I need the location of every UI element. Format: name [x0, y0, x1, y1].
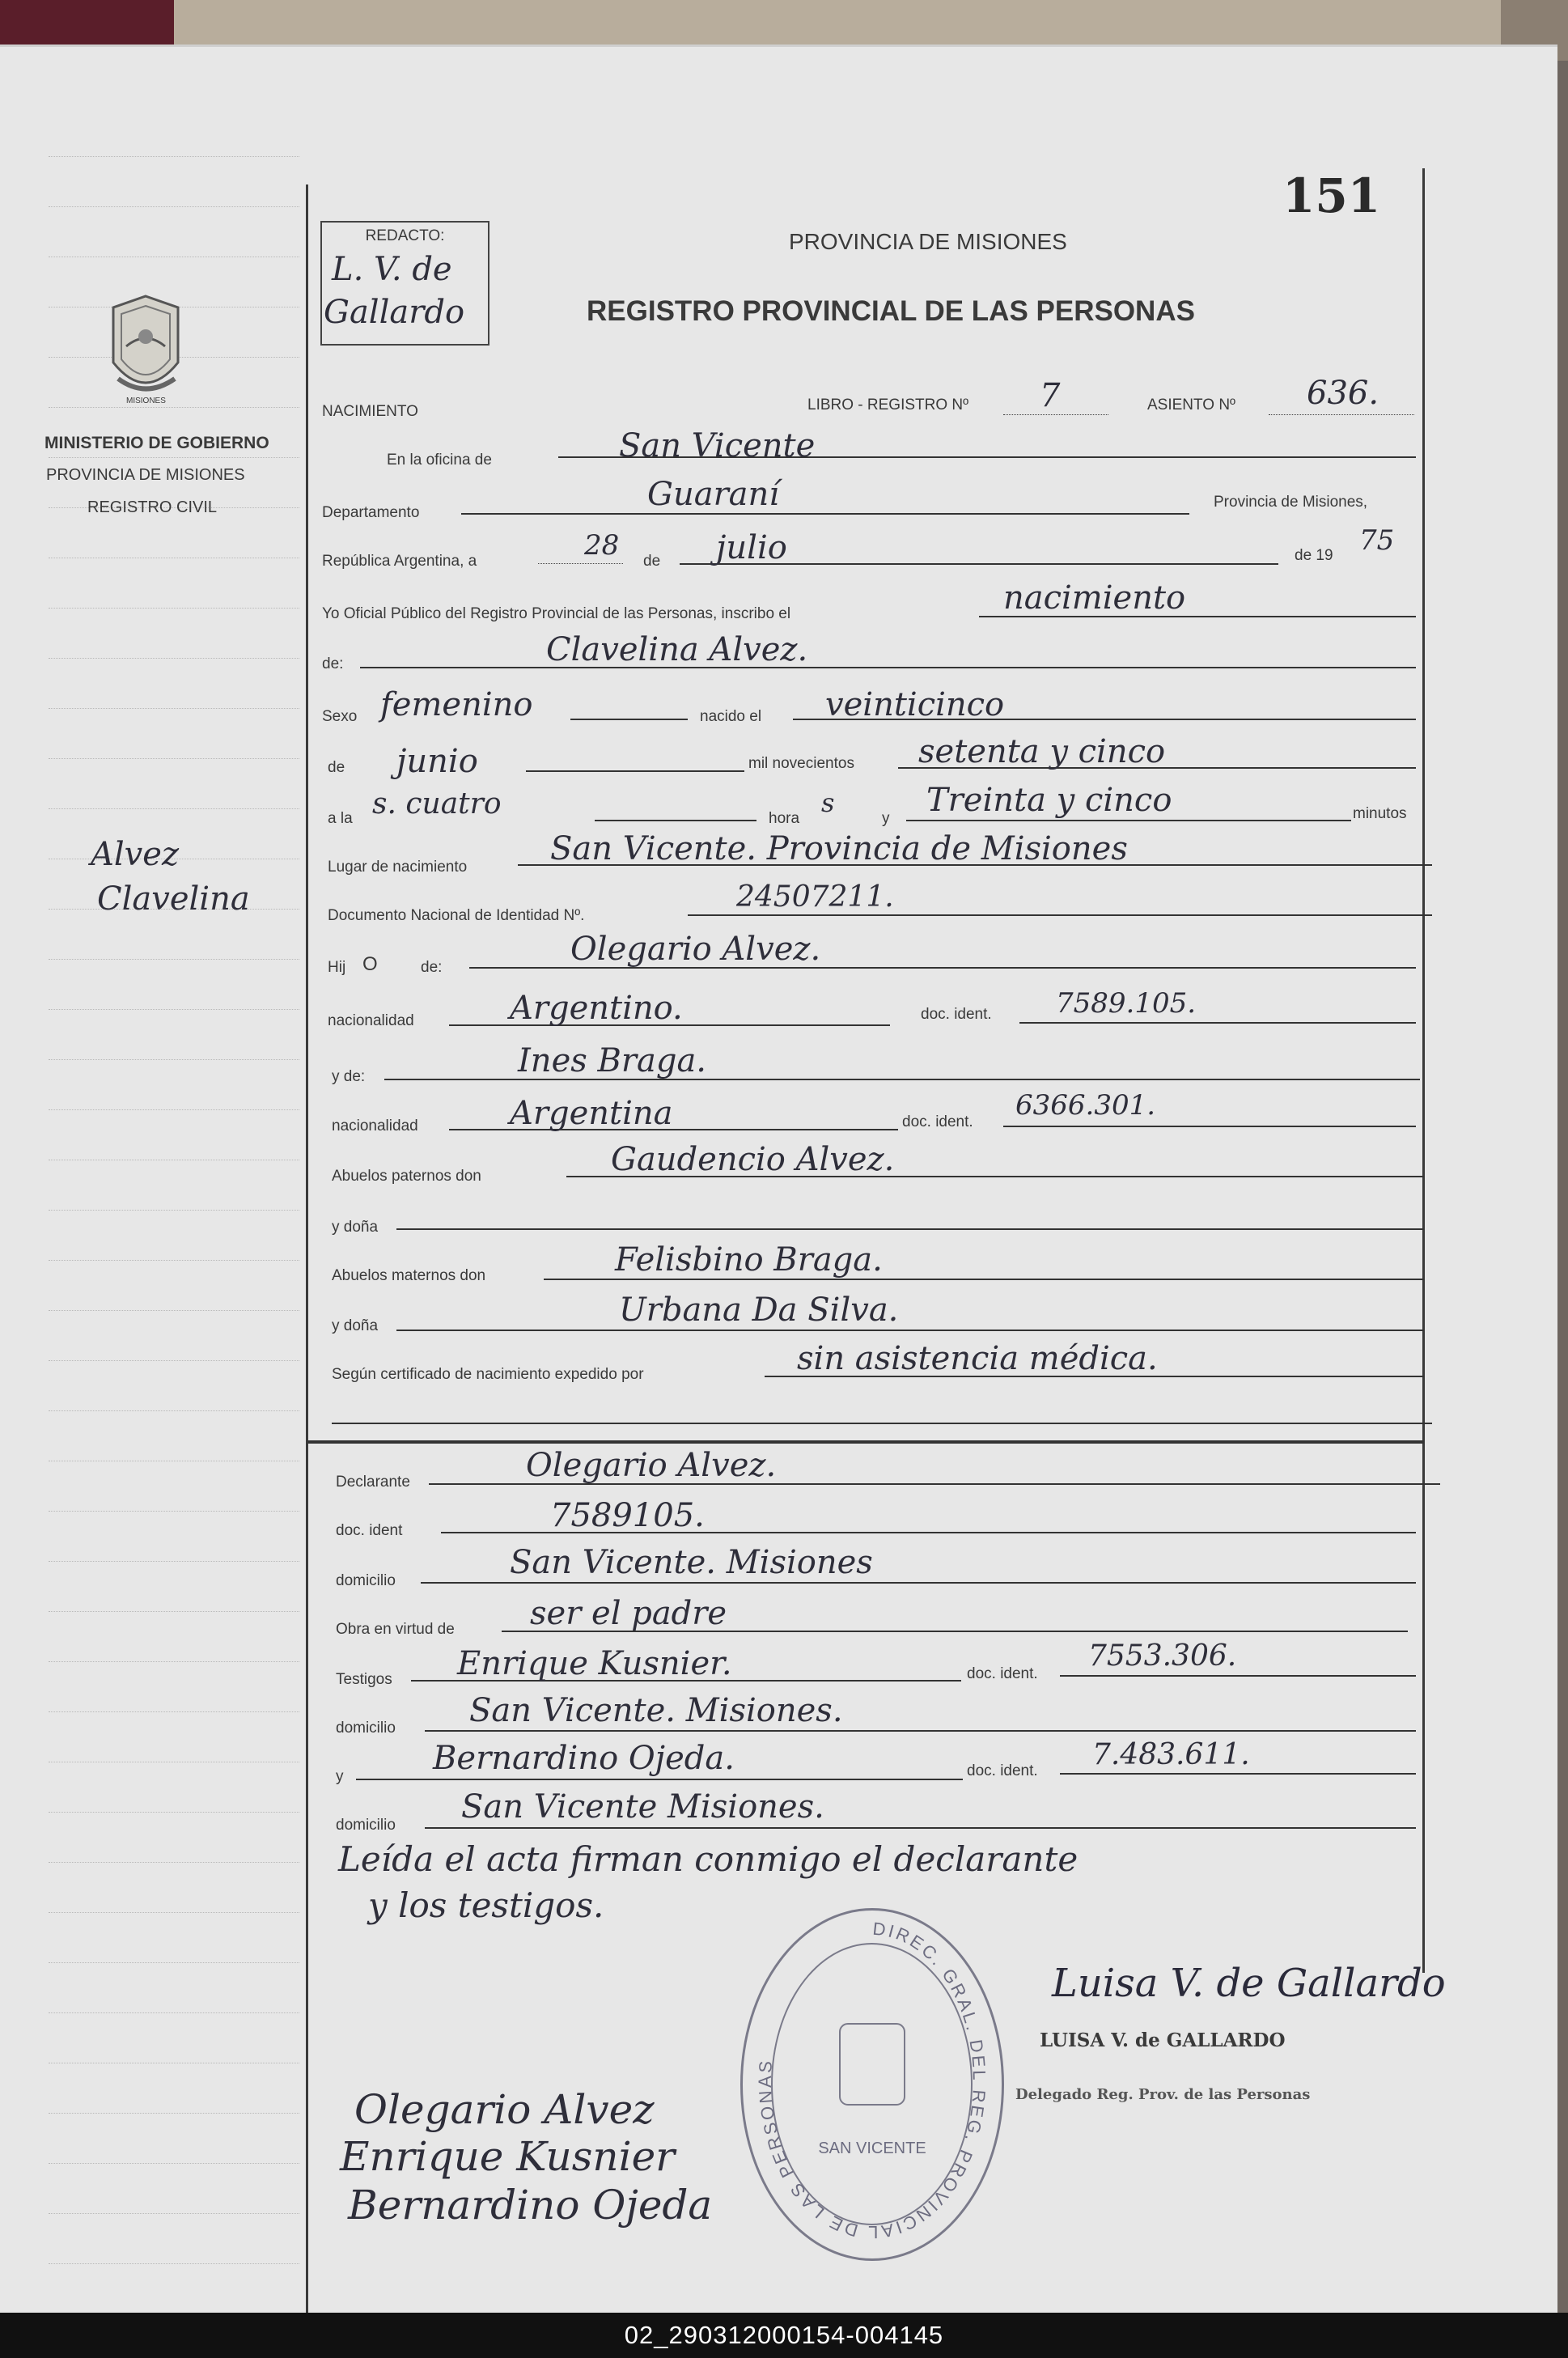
header-province: PROVINCIA DE MISIONES	[789, 229, 1067, 254]
oficial-label: Yo Oficial Público del Registro Provincial de las Personas, inscribo el	[322, 605, 791, 622]
margin-rule-line	[49, 1059, 299, 1060]
margin-rule-line	[49, 608, 299, 609]
doc2-value: 6366.301.	[1015, 1089, 1156, 1122]
obra-label: Obra en virtud de	[336, 1621, 455, 1638]
de-label: de	[643, 553, 661, 570]
margin-rule-line	[49, 2213, 299, 2214]
doc2-label: doc. ident.	[902, 1113, 973, 1130]
declarante-label: Declarante	[336, 1474, 410, 1491]
redacto-line1: L. V. de	[332, 251, 452, 288]
minutos-value: Treinta y cinco	[926, 782, 1172, 819]
testigo2-doc-value: 7.483.611.	[1092, 1738, 1250, 1771]
margin-rule-line	[49, 1611, 299, 1612]
nac2-label: nacionalidad	[332, 1118, 418, 1134]
departamento-label: Departamento	[322, 504, 420, 521]
ydona2-value: Urbana Da Silva.	[619, 1291, 899, 1329]
decl-domicilio-label: domicilio	[336, 1572, 396, 1589]
mil-value: setenta y cinco	[918, 733, 1166, 770]
abuelos-pat-value: Gaudencio Alvez.	[611, 1141, 895, 1178]
margin-given-name: Clavelina	[97, 880, 250, 918]
domicilio3-value: San Vicente Misiones.	[461, 1788, 824, 1826]
de2-label: de:	[322, 655, 344, 672]
decl-doc-label: doc. ident	[336, 1522, 403, 1539]
margin-rule-line	[49, 1109, 299, 1110]
testigo1-doc-value: 7553.306.	[1088, 1639, 1237, 1673]
lugar-label: Lugar de nacimiento	[328, 859, 468, 876]
ydona2-label: y doña	[332, 1317, 379, 1334]
testigo1-doc-label: doc. ident.	[967, 1665, 1038, 1682]
ministry-registry: REGISTRO CIVIL	[87, 498, 218, 516]
padre-value: Olegario Alvez.	[570, 931, 821, 968]
minutos-label: minutos	[1353, 805, 1407, 822]
margin-rule-line	[49, 2163, 299, 2164]
closing-line1: Leída el acta firman conmigo el declarante	[338, 1839, 1079, 1879]
dni-label: Documento Nacional de Identidad Nº.	[328, 907, 585, 924]
declarante-value: Olegario Alvez.	[526, 1447, 777, 1484]
domicilio2-label: domicilio	[336, 1720, 396, 1737]
margin-rule-line	[49, 1310, 299, 1311]
domicilio3-label: domicilio	[336, 1817, 396, 1834]
sexo-value: femenino	[380, 686, 533, 723]
hijo-label: Hij	[328, 959, 346, 976]
signature-declarante: Olegario Alvez	[354, 2086, 655, 2133]
libro-value: 7	[1040, 377, 1061, 414]
margin-rule-line	[49, 1812, 299, 1813]
domicilio2-value: San Vicente. Misiones.	[469, 1692, 843, 1729]
margin-rule-line	[49, 206, 299, 207]
doc1-label: doc. ident.	[921, 1006, 992, 1023]
doc1-value: 7589.105.	[1056, 987, 1197, 1020]
book-cover	[0, 0, 174, 49]
de3-value: junio	[396, 743, 478, 780]
certificado-value: sin asistencia médica.	[797, 1340, 1158, 1377]
abuelos-mat-label: Abuelos maternos don	[332, 1267, 486, 1284]
abuelos-mat-value: Felisbino Braga.	[615, 1241, 883, 1279]
margin-rule-line	[49, 1410, 299, 1411]
official-title: Delegado Reg. Prov. de las Personas	[1015, 2086, 1311, 2103]
margin-rule-line	[49, 708, 299, 709]
nacimiento-label: NACIMIENTO	[322, 403, 418, 420]
margin-rule-line	[49, 156, 299, 157]
asiento-label: ASIENTO Nº	[1147, 397, 1235, 413]
svg-text:DIREC. GRAL. DEL REG. PROVINCI	[755, 1919, 990, 2242]
margin-rule-line	[49, 658, 299, 659]
asiento-value: 636.	[1307, 375, 1379, 412]
margin-rule-line	[49, 1661, 299, 1662]
margin-rule-line	[49, 1912, 299, 1913]
alas-label: a la	[328, 810, 353, 827]
ministry-title: MINISTERIO DE GOBIERNO	[44, 434, 269, 452]
official-name: LUISA V. de GALLARDO	[1040, 2029, 1286, 2051]
margin-rule-line	[49, 1511, 299, 1512]
nac2-value: Argentina	[510, 1095, 673, 1132]
footer-id: 02_290312000154-004145	[624, 2321, 944, 2349]
margin-rule-line	[49, 959, 299, 960]
nac1-value: Argentino.	[510, 990, 683, 1027]
certificado-label: Según certificado de nacimiento expedido por	[332, 1366, 644, 1383]
republica-label: República Argentina, a	[322, 553, 477, 570]
section-separator	[307, 1440, 1424, 1444]
seal-text: MISIONES	[126, 397, 166, 405]
margin-rule-line	[49, 1711, 299, 1712]
signature-testigo1: Enrique Kusnier	[340, 2133, 676, 2180]
y-testigo-label: y	[336, 1768, 344, 1785]
nac1-label: nacionalidad	[328, 1012, 414, 1029]
horas-suffix: s	[821, 787, 835, 818]
margin-rule-line	[49, 1862, 299, 1863]
margin-rule-line	[49, 457, 299, 458]
page-number: 151	[1282, 168, 1381, 223]
margin-rule-line	[49, 1962, 299, 1963]
official-signature: Luisa V. de Gallardo	[1052, 1961, 1446, 2006]
testigo1-value: Enrique Kusnier.	[457, 1645, 732, 1682]
departamento-value: Guaraní	[647, 476, 780, 513]
margin-rule-line	[49, 808, 299, 809]
closing-line2: y los testigos.	[368, 1885, 604, 1925]
mil-label: mil novecientos	[748, 755, 854, 772]
provincial-seal	[104, 290, 189, 411]
margin-rule-line	[49, 1561, 299, 1562]
madre-value: Ines Braga.	[518, 1042, 707, 1079]
nacido-value: veinticinco	[825, 686, 1005, 723]
obra-value: ser el padre	[530, 1595, 727, 1632]
decl-domicilio-value: San Vicente. Misiones	[510, 1544, 873, 1581]
book-top-edge	[174, 0, 1501, 50]
yde-label: y de:	[332, 1068, 366, 1085]
stamp-center-text: SAN VICENTE	[818, 2140, 926, 2157]
official-stamp	[740, 1908, 1004, 2261]
stamp-ring-text: DIREC. GRAL. DEL REG. PROVINCIAL DE LAS PERSONAS	[754, 1918, 990, 2243]
redacto-label: REDACTO:	[365, 227, 445, 244]
dni-value: 24507211.	[736, 880, 894, 914]
lugar-value: San Vicente. Provincia de Misiones	[550, 830, 1128, 867]
testigo2-value: Bernardino Ojeda.	[433, 1740, 735, 1777]
ydona1-label: y doña	[332, 1219, 379, 1236]
hijo-suffix: O	[362, 953, 378, 975]
margin-rule-line	[49, 2113, 299, 2114]
sexo-label: Sexo	[322, 708, 358, 725]
testigos-label: Testigos	[336, 1671, 392, 1688]
margin-surname: Alvez	[91, 836, 180, 873]
nacido-label: nacido el	[700, 708, 762, 725]
libro-label: LIBRO - REGISTRO Nº	[807, 397, 969, 413]
margin-rule-line	[49, 1009, 299, 1010]
horas-label: hora	[769, 810, 800, 827]
anio-value: 75	[1359, 524, 1395, 557]
header-title: REGISTRO PROVINCIAL DE LAS PERSONAS	[587, 295, 1195, 327]
margin-rule-line	[49, 1360, 299, 1361]
margin-rule-line	[49, 2012, 299, 2013]
ministry-province: PROVINCIA DE MISIONES	[46, 466, 245, 484]
margin-rule-line	[49, 2263, 299, 2264]
mes-value: julio	[716, 529, 787, 566]
margin-rule-line	[49, 1210, 299, 1211]
alas-value: s. cuatro	[372, 787, 502, 821]
redacto-line2: Gallardo	[324, 294, 465, 331]
anio-prefix: de 19	[1295, 547, 1333, 564]
decl-doc-value: 7589105.	[550, 1497, 705, 1534]
de3-label: de	[328, 759, 345, 776]
footer-bar	[0, 2313, 1568, 2358]
redacto-box	[320, 221, 489, 346]
oficina-label: En la oficina de	[387, 452, 492, 469]
margin-rule-line	[49, 758, 299, 759]
margin-rule-line	[49, 1260, 299, 1261]
hijo-de-label: de:	[421, 959, 443, 976]
oficial-value: nacimiento	[1003, 579, 1186, 617]
oficina-value: San Vicente	[619, 427, 816, 464]
register-page	[0, 45, 1557, 2313]
dia-value: 28	[584, 529, 620, 562]
y-label: y	[882, 810, 890, 827]
testigo2-doc-label: doc. ident.	[967, 1762, 1038, 1779]
form-right-border	[1422, 168, 1425, 1973]
form-left-border	[306, 184, 308, 2313]
de2-value: Clavelina Alvez.	[546, 631, 808, 668]
provincia-label: Provincia de Misiones,	[1214, 494, 1368, 511]
signature-testigo2: Bernardino Ojeda	[348, 2182, 713, 2229]
abuelos-pat-label: Abuelos paternos don	[332, 1168, 481, 1185]
